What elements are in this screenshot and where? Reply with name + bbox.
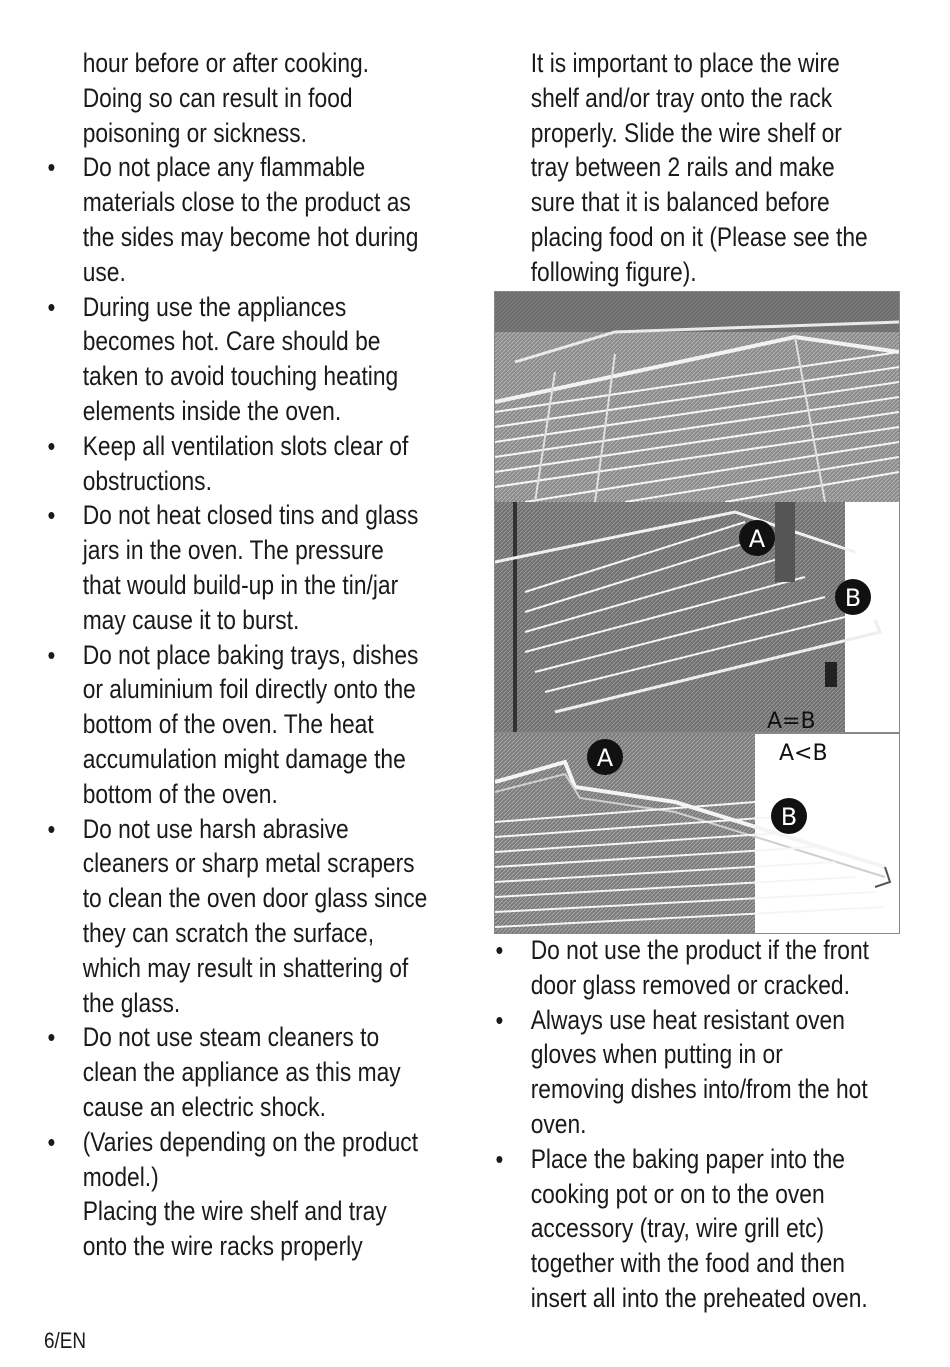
text-line: cleaners or sharp metal scrapers [82,848,415,879]
text-line: • Do not heat closed tins and glass [82,500,419,531]
text-line: placing food on it (Please see the [530,221,868,252]
svg-text:A: A [748,525,766,553]
bullet-item [492,933,869,1003]
text-line: jars in the oven. The pressure [82,535,384,566]
wire-shelf-figure [494,291,900,934]
left-bullet-list [44,150,428,1264]
svg-text:B: B [780,803,798,831]
text-line: accumulation might damage the [82,743,406,774]
text-line: • (Varies depending on the product [82,1126,419,1157]
bullet-item [44,1125,419,1264]
text-line: hour before or after cooking. [82,48,370,78]
svg-text:B: B [844,584,862,612]
bullet-item [44,429,409,499]
text-line: • Do not use steam cleaners to [82,1022,380,1053]
text-line: properly. Slide the wire shelf or [530,117,842,148]
text-line: shelf and/or tray onto the rack [530,82,833,113]
right-column-top [492,46,912,290]
text-line: cooking pot or on to the oven [530,1178,825,1209]
bullet-item [492,1142,868,1316]
text-line: It is important to place the wire [530,48,840,78]
bullet-item [44,150,419,289]
text-line: together with the food and then [530,1248,845,1279]
svg-text:A: A [596,744,614,772]
text-line: oven. [530,1108,587,1139]
bullet-item [44,290,405,429]
right-intro [492,46,868,290]
text-line: may cause it to burst. [82,604,300,635]
text-line: that would build-up in the tin/jar [82,569,399,600]
text-line: the sides may become hot during [82,221,419,252]
marker-a-bottom [587,739,623,775]
text-line: model.) [82,1161,159,1192]
text-line: onto the wire racks properly [82,1231,363,1262]
text-line: sure that it is balanced before [530,187,830,218]
text-line: cause an electric shock. [82,1091,326,1122]
text-line: • Do not use harsh abrasive [82,813,349,844]
text-line: Doing so can result in food [82,82,353,113]
bullet-item [44,812,428,1021]
bullet-item [44,638,419,812]
right-column-bottom [492,933,912,1316]
text-line: becomes hot. Care should be [82,326,381,357]
text-line: insert all into the preheated oven. [530,1282,868,1313]
bullet-item [44,498,419,637]
figure-panel-bottom [495,732,899,933]
text-line: materials close to the product as [82,187,411,218]
text-line: which may result in shattering of [82,952,409,983]
bullet-item [492,1003,868,1142]
text-line: to clean the oven door glass since [82,883,428,914]
right-text-block [492,933,869,1316]
text-line: bottom of the oven. The heat [82,709,374,740]
text-line: elements inside the oven. [82,395,342,426]
text-line: removing dishes into/from the hot [530,1074,868,1105]
text-line: • Do not use the product if the front [530,935,869,965]
left-text-block [44,46,428,1264]
text-line: accessory (tray, wire grill etc) [530,1213,825,1244]
right-bullet-list [492,933,869,1316]
text-line: taken to avoid touching heating [82,361,399,392]
text-line: door glass removed or cracked. [530,969,850,1000]
figure-panel-middle [495,502,899,732]
bullet-item [44,1020,405,1124]
text-line: tray between 2 rails and make [530,152,835,183]
text-line: the glass. [82,987,181,1018]
left-column [44,46,464,1264]
figure-panel-top [495,292,899,502]
marker-a-middle [739,520,775,556]
text-line: use. [82,256,126,287]
text-line: • During use the appliances [82,291,347,322]
page-number: 6/EN [44,1328,87,1353]
text-line: following figure). [530,256,697,287]
text-line: clean the appliance as this may [82,1057,401,1088]
left-intro [83,46,406,150]
text-line: • Do not place any flammable [82,152,366,183]
marker-b-middle [835,579,871,615]
text-line: or aluminium foil directly onto the [82,674,416,705]
text-line: • Do not place baking trays, dishes [82,639,419,670]
text-line: gloves when putting in or [530,1039,783,1070]
text-line: poisoning or sickness. [82,117,307,148]
text-line: Placing the wire shelf and tray [82,1196,387,1227]
label-a-equals-b: A=B [767,709,816,732]
text-line: • Keep all ventilation slots clear of [82,430,409,461]
text-line: obstructions. [82,465,212,496]
marker-b-bottom [771,798,807,834]
label-a-less-than-b: A<B [779,741,828,766]
text-line: bottom of the oven. [82,778,278,809]
text-line: • Place the baking paper into the [530,1143,845,1174]
text-line: • Always use heat resistant oven [530,1004,845,1035]
text-line: they can scratch the surface, [82,917,375,948]
